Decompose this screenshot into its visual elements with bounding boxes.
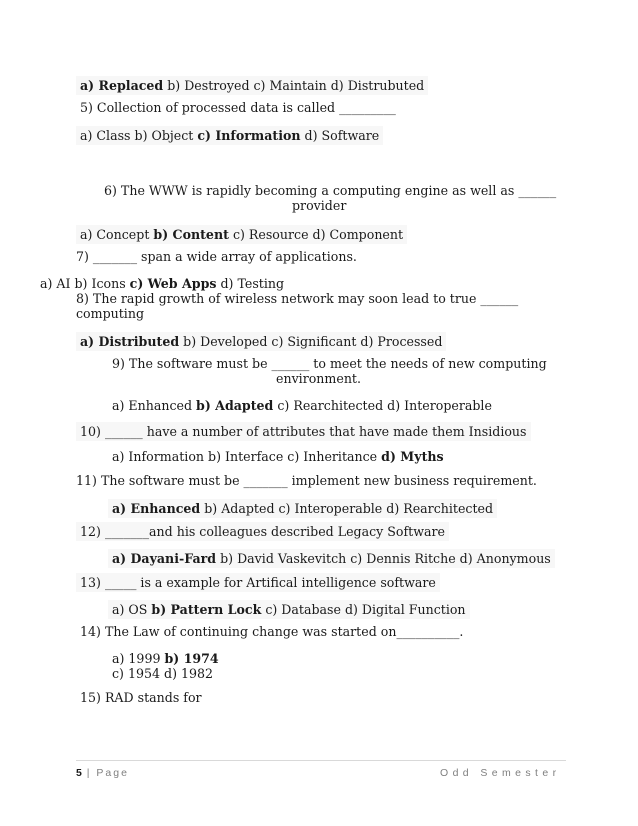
question-text: 10) ______ have a number of attributes that have made them Insidious	[80, 424, 527, 439]
option-text: c) Rearchitected d) Interoperable	[273, 398, 492, 413]
option-text: a) Information b) Interface c) Inheritance	[112, 449, 382, 464]
question-15	[80, 690, 202, 705]
correct-answer: d) Myths	[381, 449, 444, 464]
page-number-value: 5	[76, 767, 82, 779]
option-text: b) Adapted c) Interoperable d) Rearchitected	[200, 501, 494, 516]
answer-options-q10	[112, 449, 444, 464]
question-10	[76, 422, 531, 441]
correct-answer: b) Adapted	[196, 398, 274, 413]
correct-answer: a) Dayani-Fard	[112, 551, 217, 566]
question-14	[80, 624, 463, 639]
option-text: a) Concept	[80, 227, 154, 242]
question-text: 13) _____ is a example for Artifical intelligence software	[80, 575, 436, 590]
correct-answer: c) Information	[197, 128, 301, 143]
question-text: 6) The WWW is rapidly becoming a computing engine as well as ______	[104, 183, 557, 198]
question-12	[76, 522, 449, 541]
option-text: a) Class b) Object	[80, 128, 198, 143]
page-number	[76, 767, 129, 779]
option-text: d) Software	[300, 128, 380, 143]
correct-answer: a) Distributed	[80, 334, 180, 349]
question-6-continued	[292, 198, 346, 213]
answer-options-q12	[108, 549, 555, 568]
question-text: 8) The rapid growth of wireless network may soon lead to true ______	[76, 291, 519, 306]
correct-answer: a) Enhanced	[112, 501, 201, 516]
question-9-continued	[276, 371, 361, 386]
question-text: provider	[292, 198, 347, 213]
option-text: b) David Vaskevitch c) Dennis Ritche d) Anonymous	[216, 551, 551, 566]
option-text: a) OS	[112, 602, 152, 617]
page-label: | Page	[81, 767, 129, 779]
option-text: b) Developed c) Significant d) Processed	[179, 334, 443, 349]
question-8	[76, 291, 518, 306]
correct-answer: a) Replaced	[80, 78, 164, 93]
correct-answer: b) 1974	[164, 651, 219, 666]
question-text: environment.	[276, 371, 361, 386]
question-11	[76, 473, 537, 488]
question-8-continued	[76, 306, 144, 321]
question-text: 14) The Law of continuing change was started on__________.	[80, 624, 464, 639]
answer-options-q8	[76, 332, 446, 351]
semester-label: Odd Semester	[440, 767, 561, 779]
answer-options-q7	[40, 276, 284, 291]
answer-options-q5	[76, 126, 383, 145]
correct-answer: b) Pattern Lock	[151, 602, 262, 617]
question-13	[76, 573, 440, 592]
answer-options-q14-continued	[112, 666, 213, 681]
option-text: a) Enhanced	[112, 398, 197, 413]
question-text: 9) The software must be ______ to meet the needs of new computing	[112, 356, 547, 371]
correct-answer: c) Web Apps	[129, 276, 217, 291]
answer-options-q6	[76, 225, 407, 244]
footer-divider	[76, 760, 566, 761]
question-7	[76, 249, 357, 264]
option-text: c) Resource d) Component	[228, 227, 404, 242]
question-text: 11) The software must be _______ implement new business requirement.	[76, 473, 537, 488]
option-text: c) Database d) Digital Function	[261, 602, 466, 617]
option-text: a) 1999	[112, 651, 165, 666]
question-9	[112, 356, 547, 371]
question-text: 5) Collection of processed data is called _________	[80, 100, 396, 115]
question-text: computing	[76, 306, 145, 321]
question-5	[80, 100, 396, 115]
answer-options-q11	[108, 499, 497, 518]
question-6	[104, 183, 556, 198]
answer-options-q14	[112, 651, 219, 666]
answer-options-q9	[112, 398, 492, 413]
answer-options-q13	[108, 600, 470, 619]
option-text: b) Destroyed c) Maintain d) Distrubuted	[163, 78, 425, 93]
correct-answer: b) Content	[153, 227, 229, 242]
question-text: 12) _______and his colleagues described Legacy Software	[80, 524, 445, 539]
option-text: d) Testing	[216, 276, 285, 291]
option-text: c) 1954 d) 1982	[112, 666, 214, 681]
answer-options-q4	[76, 76, 428, 95]
option-text: a) AI b) Icons	[40, 276, 130, 291]
question-text: 15) RAD stands for	[80, 690, 202, 705]
question-text: 7) _______ span a wide array of applications.	[76, 249, 357, 264]
